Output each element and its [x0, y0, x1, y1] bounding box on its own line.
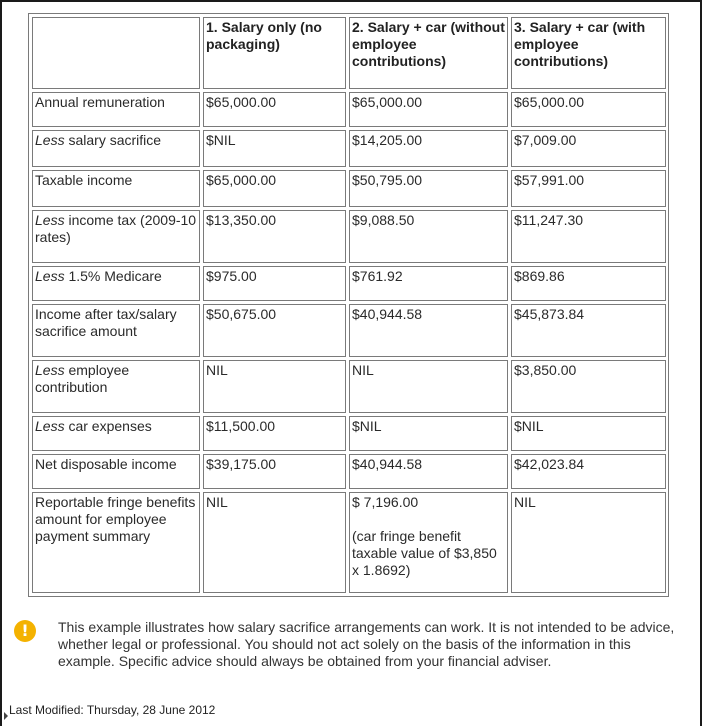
cell-value: $40,944.58 [349, 304, 508, 357]
table-row [32, 170, 666, 207]
header-cell-blank [32, 17, 200, 89]
row-label-prefix: Less [35, 132, 65, 148]
row-label-text: Taxable income [35, 172, 133, 188]
row-label-prefix: Less [35, 362, 65, 378]
disclaimer-text: This example illustrates how salary sacrifice arrangements can work. It is not intended to be advice, whether legal or professional. You should not act solely on the basis of the information in this example. Specific advice should always be obtained from your financial adviser. [58, 619, 675, 669]
cell-value: NIL [203, 492, 346, 593]
cell-value: $NIL [203, 130, 346, 167]
table-row [32, 266, 666, 301]
header-cell-salary-only: 1. Salary only (no packaging) [203, 17, 346, 89]
cell-value: NIL [203, 360, 346, 413]
row-label [32, 92, 200, 127]
row-label-text: car expenses [64, 418, 152, 434]
row-label-text: Annual remuneration [35, 94, 165, 110]
cell-value: $57,991.00 [511, 170, 666, 207]
cell-value: $65,000.00 [511, 92, 666, 127]
cell-value: $11,247.30 [511, 210, 666, 263]
cell-value: $869.86 [511, 266, 666, 301]
cell-value: $13,350.00 [203, 210, 346, 263]
row-label-text: 1.5% Medicare [64, 268, 162, 284]
row-label [32, 130, 200, 167]
row-label-prefix: Less [35, 268, 65, 284]
table-row [32, 92, 666, 127]
table-row [32, 210, 666, 263]
cell-value: $ 7,196.00 [352, 494, 419, 510]
row-label [32, 360, 200, 413]
row-label [32, 170, 200, 207]
cell-value: $7,009.00 [511, 130, 666, 167]
cell-value: $3,850.00 [511, 360, 666, 413]
last-modified-text: Last Modified: Thursday, 28 June 2012 [9, 703, 216, 717]
cell-value: $39,175.00 [203, 454, 346, 489]
cell-value: $11,500.00 [203, 416, 346, 451]
cell-value: $NIL [349, 416, 508, 451]
row-label-text: employee contribution [35, 362, 130, 395]
row-label-text: income tax (2009-10 rates) [35, 212, 197, 245]
row-label-text: Income after tax/salary sacrifice amount [35, 306, 177, 339]
table-row [32, 304, 666, 357]
table-row [32, 416, 666, 451]
cell-value: $40,944.58 [349, 454, 508, 489]
cell-note: (car fringe benefit taxable value of $3,850 x 1.8692) [352, 528, 497, 578]
cell-value: $14,205.00 [349, 130, 508, 167]
table-row [32, 454, 666, 489]
cell-value: $42,023.84 [511, 454, 666, 489]
comparison-table-wrapper [28, 13, 669, 597]
cell-value: $65,000.00 [203, 92, 346, 127]
row-label-prefix: Less [35, 418, 65, 434]
disclaimer-notice [12, 618, 675, 674]
row-label [32, 266, 200, 301]
cell-value: $NIL [511, 416, 666, 451]
row-label-text: Reportable fringe benefits amount for employee payment summary [35, 494, 196, 544]
cell-value-with-note [349, 492, 508, 593]
header-cell-salary-car-no-contrib: 2. Salary + car (without employee contributions) [349, 17, 508, 89]
cell-value: $761.92 [349, 266, 508, 301]
cell-value: $45,873.84 [511, 304, 666, 357]
exclamation-icon: ! [14, 620, 36, 642]
table-header-row [32, 17, 666, 89]
cell-value: $65,000.00 [203, 170, 346, 207]
cell-value: NIL [511, 492, 666, 593]
salary-packaging-comparison-table [29, 14, 669, 596]
row-label-text: salary sacrifice [64, 132, 162, 148]
cell-value: $50,795.00 [349, 170, 508, 207]
table-row [32, 492, 666, 593]
row-label-text: Net disposable income [35, 456, 177, 472]
table-row [32, 130, 666, 167]
row-label [32, 210, 200, 263]
row-label [32, 454, 200, 489]
row-label [32, 304, 200, 357]
cell-value: $9,088.50 [349, 210, 508, 263]
cell-value: $50,675.00 [203, 304, 346, 357]
cell-value: NIL [349, 360, 508, 413]
row-label [32, 416, 200, 451]
corner-arrow-icon [4, 712, 8, 720]
table-row [32, 360, 666, 413]
cell-value: $975.00 [203, 266, 346, 301]
row-label [32, 492, 200, 593]
row-label-prefix: Less [35, 212, 65, 228]
cell-value: $65,000.00 [349, 92, 508, 127]
header-cell-salary-car-with-contrib: 3. Salary + car (with employee contributions) [511, 17, 666, 89]
